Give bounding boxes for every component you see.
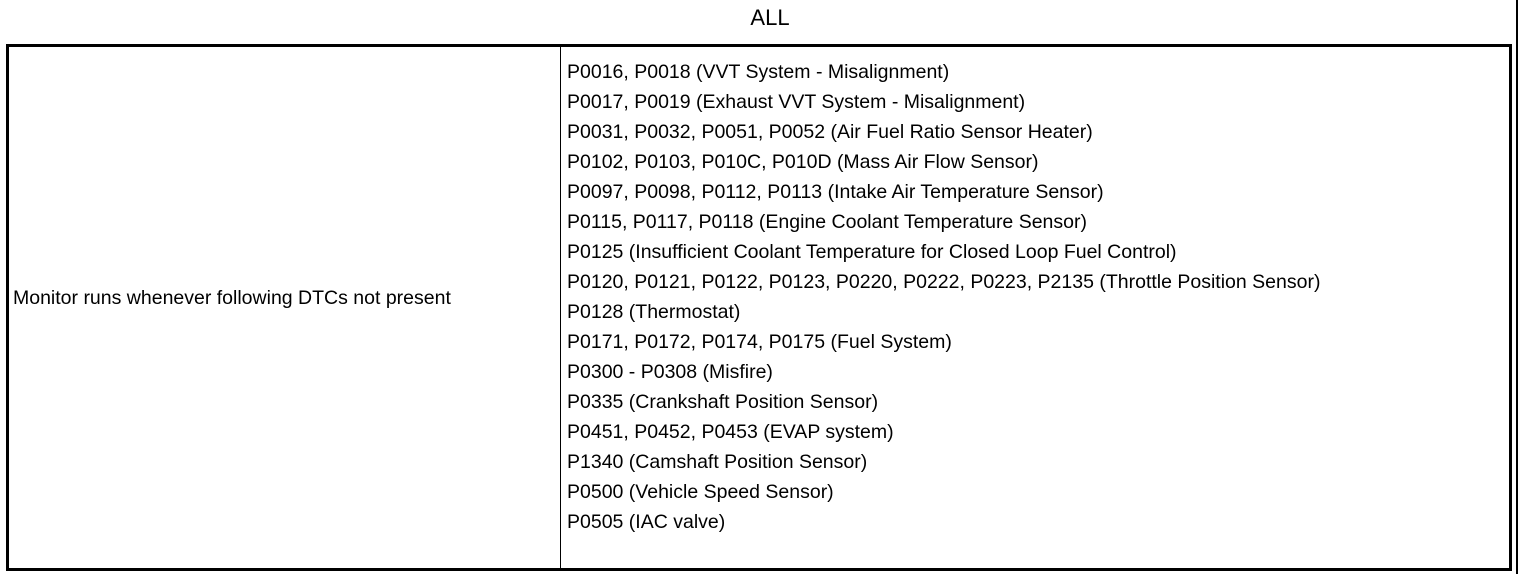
dtc-item: P0120, P0121, P0122, P0123, P0220, P0222, P0223, P2135 (Throttle Position Sensor) bbox=[567, 271, 1321, 293]
dtc-item: P0171, P0172, P0174, P0175 (Fuel System) bbox=[567, 331, 952, 353]
dtc-table bbox=[6, 44, 1512, 571]
condition-label: Monitor runs whenever following DTCs not present bbox=[13, 287, 451, 309]
dtc-item: P0097, P0098, P0112, P0113 (Intake Air Temperature Sensor) bbox=[567, 181, 1104, 203]
dtc-item: P0500 (Vehicle Speed Sensor) bbox=[567, 481, 834, 503]
dtc-item: P0125 (Insufficient Coolant Temperature for Closed Loop Fuel Control) bbox=[567, 241, 1177, 263]
header-row bbox=[0, 0, 1520, 44]
dtc-list bbox=[567, 57, 1467, 537]
dtc-item: P0505 (IAC valve) bbox=[567, 511, 726, 533]
page-edge-rule bbox=[1516, 44, 1518, 574]
dtc-item: P0451, P0452, P0453 (EVAP system) bbox=[567, 421, 894, 443]
dtc-item: P0102, P0103, P010C, P010D (Mass Air Flow Sensor) bbox=[567, 151, 1039, 173]
dtc-item: P0017, P0019 (Exhaust VVT System - Misalignment) bbox=[567, 91, 1026, 113]
header-title: ALL bbox=[750, 5, 790, 30]
dtc-item: P0115, P0117, P0118 (Engine Coolant Temperature Sensor) bbox=[567, 211, 1087, 233]
dtc-item: P0335 (Crankshaft Position Sensor) bbox=[567, 391, 879, 413]
dtc-cell bbox=[561, 47, 1509, 568]
header-divider bbox=[1516, 0, 1518, 44]
dtc-item: P0300 - P0308 (Misfire) bbox=[567, 361, 773, 383]
dtc-item: P0016, P0018 (VVT System - Misalignment) bbox=[567, 61, 950, 83]
dtc-item: P1340 (Camshaft Position Sensor) bbox=[567, 451, 868, 473]
condition-cell bbox=[9, 47, 561, 568]
dtc-item: P0031, P0032, P0051, P0052 (Air Fuel Ratio Sensor Heater) bbox=[567, 121, 1093, 143]
dtc-item: P0128 (Thermostat) bbox=[567, 301, 741, 323]
